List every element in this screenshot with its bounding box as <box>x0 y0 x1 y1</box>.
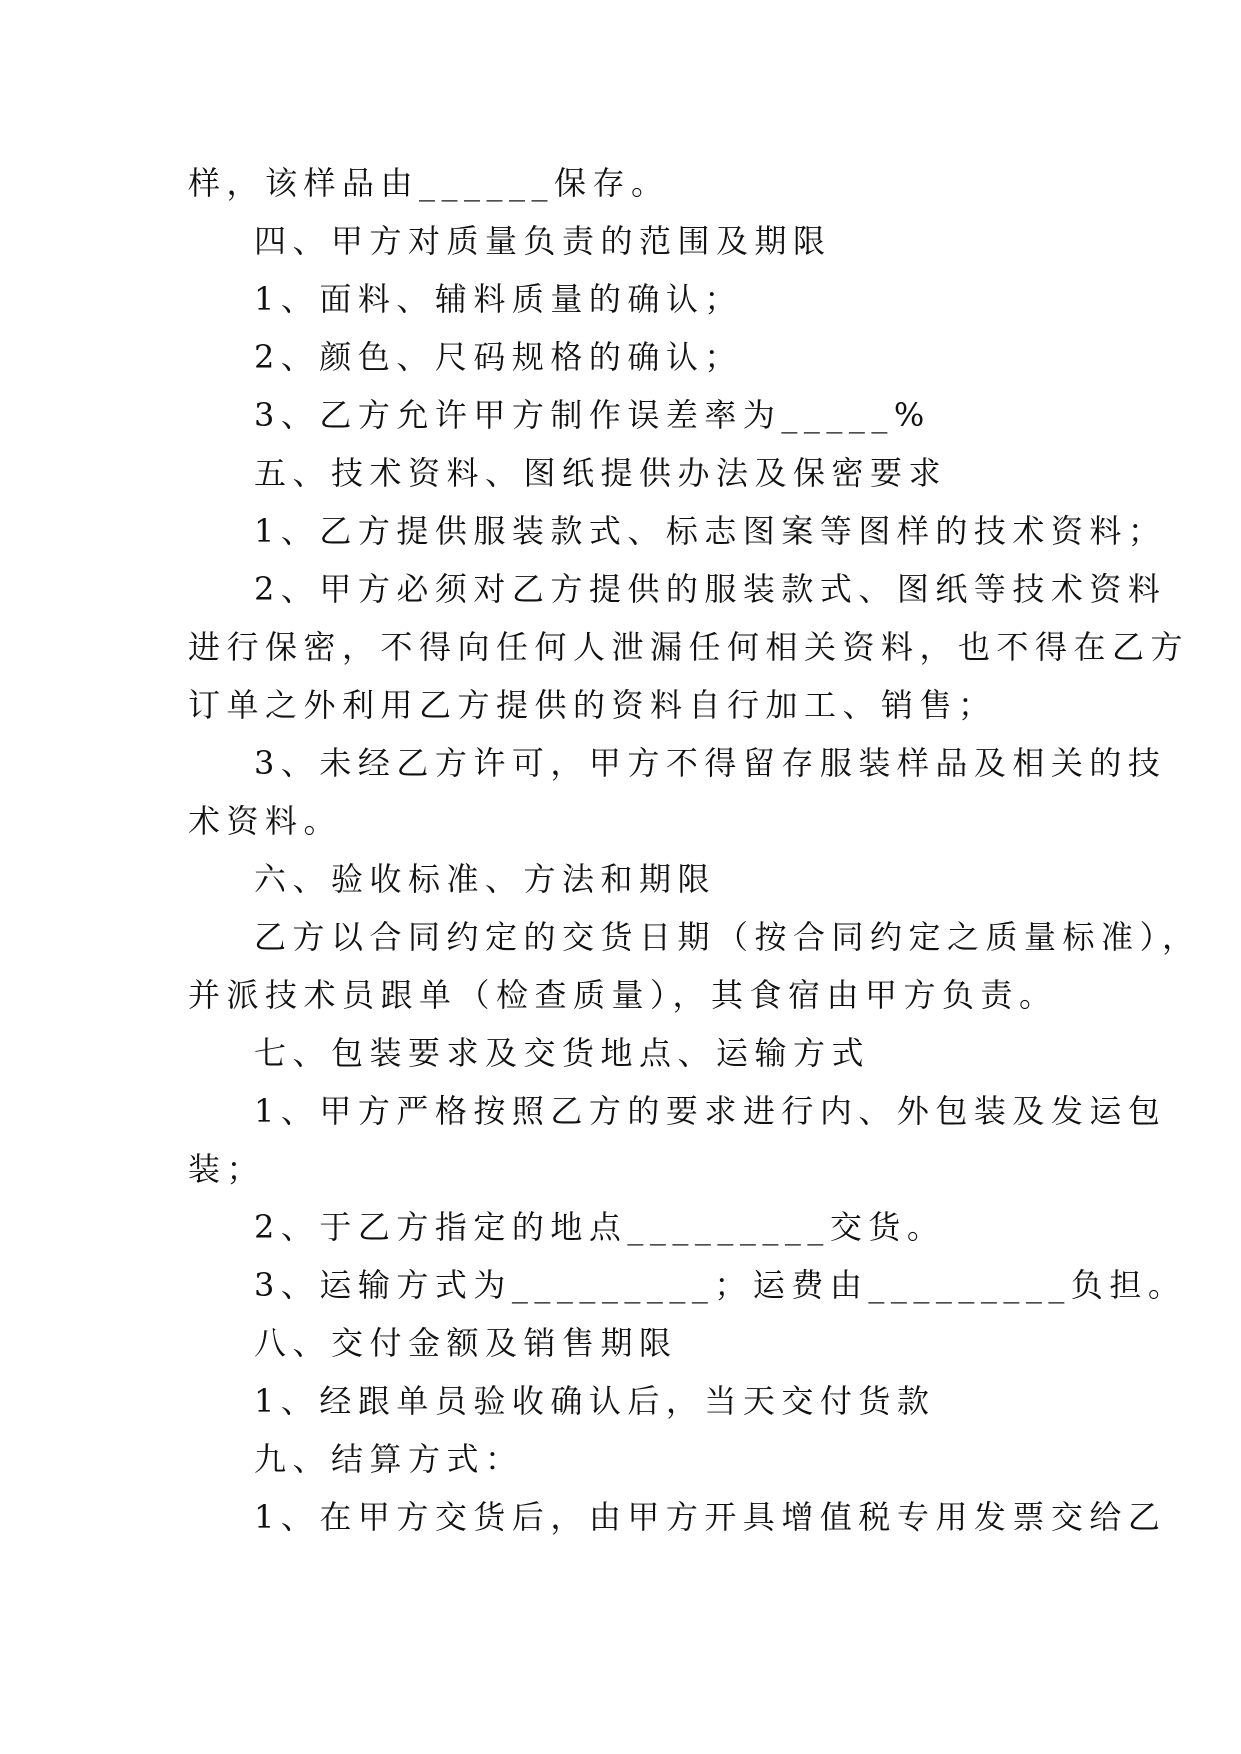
paragraph-line: 1、经跟单员验收确认后，当天交付货款 <box>254 1382 936 1420</box>
section-heading: 六、验收标准、方法和期限 <box>254 860 717 898</box>
section-heading: 九、结算方式： <box>254 1440 524 1478</box>
paragraph-line: 2、甲方必须对乙方提供的服装款式、图纸等技术资料 <box>254 570 1167 608</box>
section-heading: 八、交付金额及销售期限 <box>254 1324 678 1362</box>
paragraph-line: 2、于乙方指定的地点_________交货。 <box>254 1208 946 1246</box>
paragraph-line: 1、甲方严格按照乙方的要求进行内、外包装及发运包 <box>254 1092 1167 1130</box>
paragraph-line: 术资料。 <box>188 802 343 840</box>
paragraph-line: 并派技术员跟单（检查质量），其食宿由甲方负责。 <box>188 976 1058 1014</box>
paragraph-line: 1、乙方提供服装款式、标志图案等图样的技术资料； <box>254 512 1167 550</box>
paragraph-line: 2、颜色、尺码规格的确认； <box>254 338 743 376</box>
paragraph-line: 3、乙方允许甲方制作误差率为_____% <box>254 396 931 434</box>
section-heading: 四、甲方对质量负责的范围及期限 <box>254 222 832 260</box>
paragraph-line: 装； <box>188 1150 266 1188</box>
paragraph-line: 乙方以合同约定的交货日期（按合同约定之质量标准）， <box>254 918 1201 956</box>
section-heading: 七、包装要求及交货地点、运输方式 <box>254 1034 871 1072</box>
paragraph-line: 1、在甲方交货后，由甲方开具增值税专用发票交给乙 <box>254 1498 1167 1536</box>
paragraph-line: 3、运输方式为_________；运费由_________负担。 <box>254 1266 1187 1304</box>
paragraph-line: 进行保密，不得向任何人泄漏任何相关资料，也不得在乙方 <box>188 628 1190 666</box>
section-heading: 五、技术资料、图纸提供办法及保密要求 <box>254 454 948 492</box>
paragraph-line: 1、面料、辅料质量的确认； <box>254 280 743 318</box>
paragraph-line: 样，该样品由______保存。 <box>188 164 670 202</box>
paragraph-line: 订单之外利用乙方提供的资料自行加工、销售； <box>188 686 997 724</box>
paragraph-line: 3、未经乙方许可，甲方不得留存服装样品及相关的技 <box>254 744 1167 782</box>
